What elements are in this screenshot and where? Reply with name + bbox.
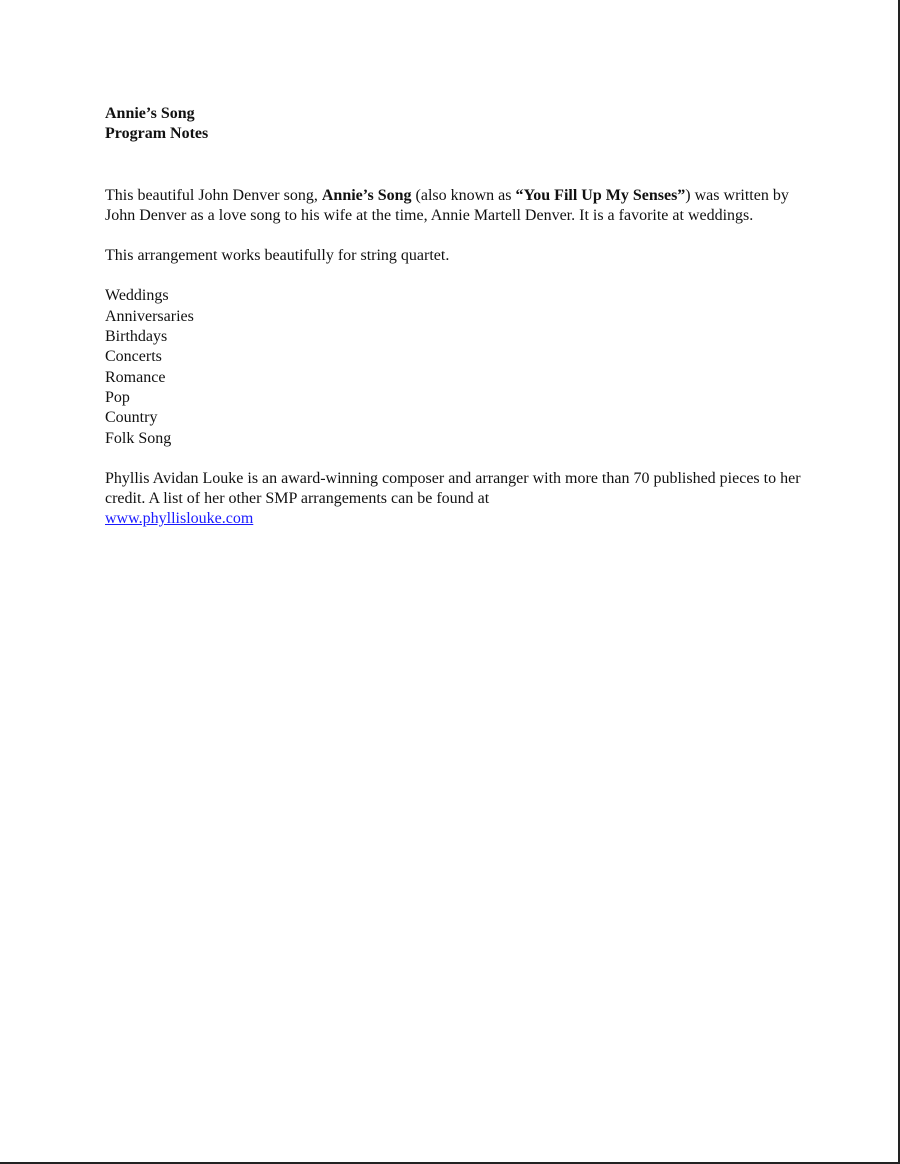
intro-text-3: ) was written by John Denver as a love song to his wife at the time, Annie Martell Denver. It is a favorite at weddings. [105, 186, 789, 224]
bio-text: Phyllis Avidan Louke is an award-winning composer and arranger with more than 70 published pieces to her credit. A list of her other SMP arrangements can be found at [105, 469, 801, 508]
document-title: Annie’s Song [105, 105, 195, 122]
document-content [105, 104, 805, 530]
list-item: Romance [105, 368, 166, 386]
spacer [105, 226, 805, 246]
spacer [105, 266, 805, 286]
arrangement-note: This arrangement works beautifully for string quartet. [105, 247, 450, 265]
occasions-list [105, 286, 805, 448]
alt-title: “You Fill Up My Senses” [515, 186, 686, 204]
document-subtitle: Program Notes [105, 125, 209, 143]
spacer [105, 145, 805, 186]
spacer [105, 449, 805, 469]
list-item: Pop [105, 388, 130, 406]
intro-text-2: (also known as [411, 186, 516, 204]
list-item: Concerts [105, 348, 162, 366]
list-item: Country [105, 409, 158, 427]
intro-text-1: This beautiful John Denver song, [105, 186, 322, 204]
list-item: Folk Song [105, 429, 172, 447]
intro-paragraph [105, 186, 805, 227]
website-link[interactable]: www.phyllislouke.com [105, 510, 254, 528]
list-item: Weddings [105, 287, 169, 305]
list-item: Anniversaries [105, 307, 194, 325]
bio-paragraph [105, 469, 805, 530]
list-item: Birthdays [105, 328, 168, 346]
song-name: Annie’s Song [321, 186, 412, 204]
